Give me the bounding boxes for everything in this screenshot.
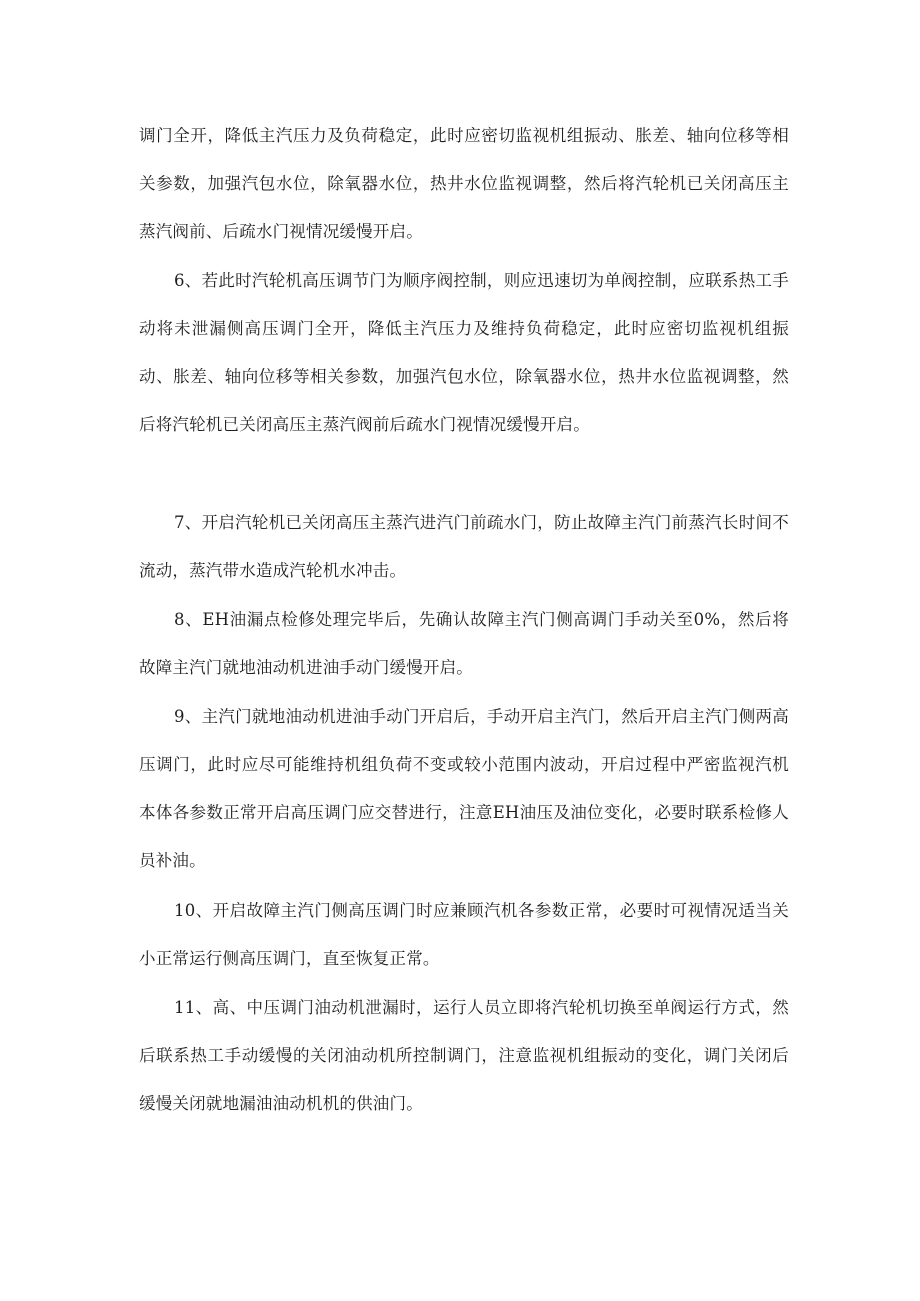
- paragraph-item-9: 9、主汽门就地油动机进油手动门开启后，手动开启主汽门，然后开启主汽门侧两高压调门，此时应尽可能维持机组负荷不变或较小范围内波动，开启过程中严密监视汽机本体各参数正常开启高压调门应交替进行，注意EH油压及油位变化，必要时联系检修人员补油。: [139, 707, 789, 870]
- paragraph-item-10: 10、开启故障主汽门侧高压调门时应兼顾汽机各参数正常，必要时可视情况适当关小正常运行侧高压调门，直至恢复正常。: [139, 901, 789, 968]
- paragraph-continuation: 调门全开，降低主汽压力及负荷稳定，此时应密切监视机组振动、胀差、轴向位移等相关参数，加强汽包水位，除氧器水位，热井水位监视调整，然后将汽轮机已关闭高压主蒸汽阀前、后疏水门视情况缓慢开启。: [139, 126, 789, 241]
- paragraph-item-8: 8、EH油漏点检修处理完毕后，先确认故障主汽门侧高调门手动关至0%，然后将故障主汽门就地油动机进油手动门缓慢开启。: [139, 610, 789, 677]
- paragraph-item-11: 11、高、中压调门油动机泄漏时，运行人员立即将汽轮机切换至单阀运行方式，然后联系热工手动缓慢的关闭油动机所控制调门，注意监视机组振动的变化，调门关闭后缓慢关闭就地漏油油动机机的供油门。: [139, 998, 789, 1113]
- paragraph-item-6: 6、若此时汽轮机高压调节门为顺序阀控制，则应迅速切为单阀控制，应联系热工手动将未泄漏侧高压调门全开，降低主汽压力及维持负荷稳定，此时应密切监视机组振动、胀差、轴向位移等相关参数，加强汽包水位，除氧器水位，热井水位监视调整，然后将汽轮机已关闭高压主蒸汽阀前后疏水门视情况缓慢开启。: [139, 271, 789, 434]
- paragraph-item-7: 7、开启汽轮机已关闭高压主蒸汽进汽门前疏水门，防止故障主汽门前蒸汽长时间不流动，蒸汽带水造成汽轮机水冲击。: [139, 513, 789, 580]
